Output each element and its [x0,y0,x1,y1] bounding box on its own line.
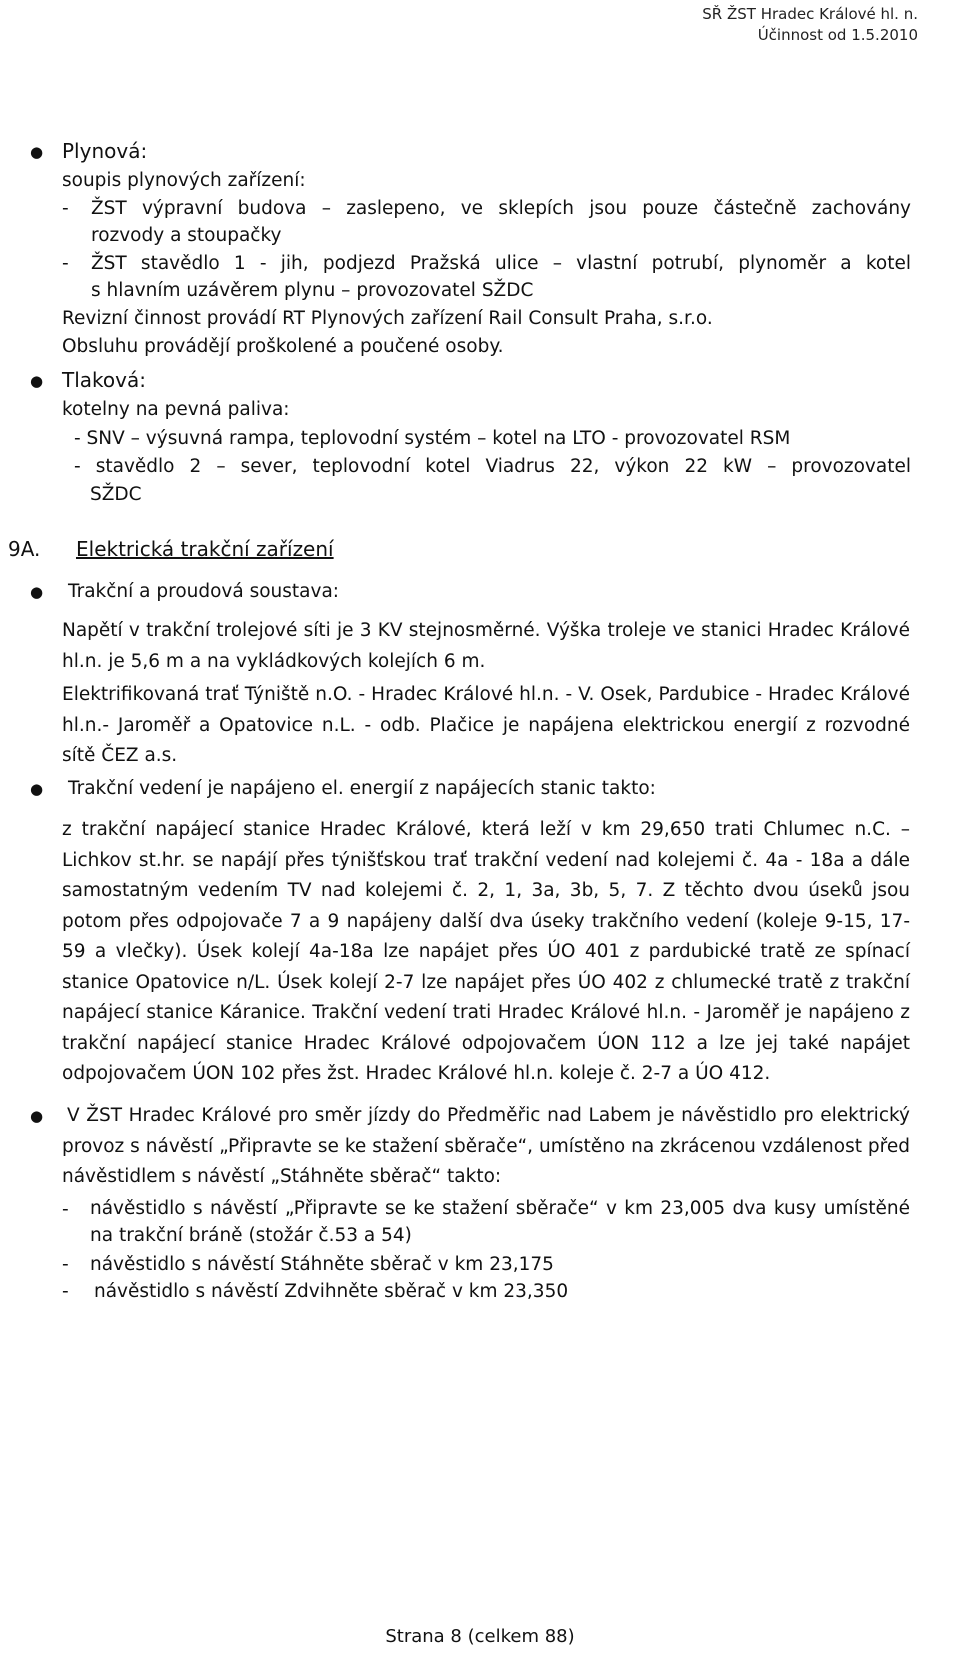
feeding-paragraph: z trakční napájecí stanice Hradec Králové, která leží v km 29,650 trati Chlumec n.C. – Lichkov st.hr. se napájí přes týnišťskou trať trakční vedení nad kolejemi č. 4a - 18a a dále samostatným vedením TV nad kolejemi č. 2, 1, 3a, 3b, 5, 7. Z těchto dvou úseků jsou potom přes odpojovače 7 a 9 napájeny další dva úseky trakčního vedení (koleje 9-15, 17-59 a vlečky). Úsek kolejí 4a-18a lze napájet přes ÚO 401 z pardubické tratě ze spínací stanice Opatovice n/L. Úsek kolejí 2-7 lze napájet přes ÚO 402 z chlumecké tratě z trakční napájecí stanice Káranice. Trakční vedení trati Hradec Králové hl.n. - Jaroměř je napájeno z trakční napájecí stanice Hradec Králové odpojovačem ÚON 112 a lze jej také napájet odpojovačem ÚON 102 přes žst. Hradec Králové hl.n. koleje č. 2-7 a ÚO 412. [62,819,910,1084]
gas-heading: Plynová: [62,139,148,163]
signal-item-1: návěstidlo s návěstí „Připravte se ke stažení sběrače“ v km 23,005 dva kusy umístěné na trakční bráně (stožár č.53 a 54) [90,1198,910,1246]
gas-revision: Revizní činnost provádí RT Plynových zařízení Rail Consult Praha, s.r.o. [62,308,713,329]
page-footer: Strana 8 (celkem 88) [385,1626,575,1647]
signal-paragraph: V ŽST Hradec Králové pro směr jízdy do Předměřic nad Labem je návěstidlo pro elektrický provoz s návěstí „Připravte se ke stažení sběrače“, umístěno na zkrácenou vzdálenost před návěstidlem s návěstí „Stáhněte sběrač“ takto: [62,1105,910,1187]
signal-item-2: návěstidlo s návěstí Stáhněte sběrač v km 23,175 [90,1254,554,1275]
dash-marker: - [62,1281,69,1302]
dash-marker: - [62,1199,69,1220]
gas-item2-line1: ŽST stavědlo 1 - jih, podjezd Pražská ulice – vlastní potrubí, plynoměr a kotel [91,253,911,274]
bullet-icon: ● [30,780,44,798]
gas-intro: soupis plynových zařízení: [62,170,306,191]
pressure-heading: Tlaková: [62,368,146,392]
signal-item-3: návěstidlo s návěstí Zdvihněte sběrač v km 23,350 [94,1281,569,1302]
feeding-heading: Trakční vedení je napájeno el. energií z napájecích stanic takto: [68,778,656,799]
gas-item2-line2: s hlavním uzávěrem plynu – provozovatel SŽDC [91,280,534,301]
pressure-item1: - SNV – výsuvná rampa, teplovodní systém – kotel na LTO - provozovatel RSM [74,428,791,449]
gas-item1-line2: rozvody a stoupačky [91,225,282,246]
gas-item1-line1: ŽST výpravní budova – zaslepeno, ve sklepích jsou pouze částečně zachovány [91,198,911,219]
dash-marker: - [62,1254,69,1275]
voltage-paragraph: Napětí v trakční trolejové síti je 3 KV stejnosměrné. Výška troleje ve stanici Hradec Králové hl.n. je 5,6 m a na vykládkových kolejích 6 m. [62,620,910,672]
traction-system-heading: Trakční a proudová soustava: [68,581,340,602]
gas-service: Obsluhu provádějí proškolené a poučené osoby. [62,336,504,357]
bullet-icon: ● [30,372,44,390]
electrified-paragraph: Elektrifikovaná trať Týniště n.O. - Hradec Králové hl.n. - V. Osek, Pardubice - Hradec Králové hl.n.- Jaroměř a Opatovice n.L. - odb. Plačice je napájena elektrickou energií z rozvodné sítě ČEZ a.s. [62,684,910,766]
pressure-item2-line2: SŽDC [90,484,142,505]
header-effective-date: Účinnost od 1.5.2010 [757,26,918,44]
dash-marker: - [62,253,69,274]
page-header [702,4,918,46]
header-document-title: SŘ ŽST Hradec Králové hl. n. [702,5,918,23]
pressure-item2-line1: - stavědlo 2 – sever, teplovodní kotel Viadrus 22, výkon 22 kW – provozovatel [74,456,911,477]
bullet-icon: ● [30,1107,44,1125]
bullet-icon: ● [30,583,44,601]
dash-marker: - [62,198,69,219]
section-title: Elektrická trakční zařízení [76,537,334,561]
bullet-icon: ● [30,143,44,161]
section-number: 9A. [8,537,41,561]
pressure-intro: kotelny na pevná paliva: [62,399,290,420]
